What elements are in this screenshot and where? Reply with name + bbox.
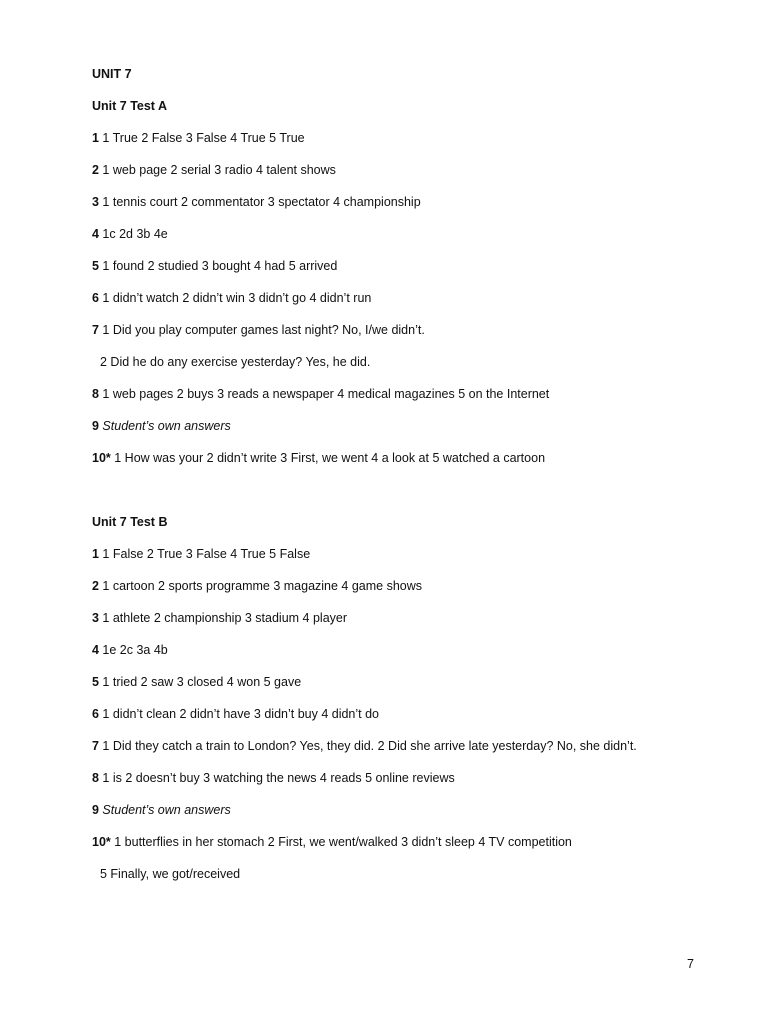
test-b-item-4 <box>92 642 168 658</box>
test-b-item-3 <box>92 610 347 626</box>
item-number: 9 <box>92 803 99 817</box>
item-number: 1 <box>92 547 99 561</box>
item-answers: 1 How was your 2 didn’t write 3 First, we went 4 a look at 5 watched a cartoon <box>110 451 546 465</box>
item-answers: 1 didn’t watch 2 didn’t win 3 didn’t go 4 didn’t run <box>98 291 372 305</box>
test-b-item-8 <box>92 770 455 786</box>
item-answers: Student’s own answers <box>98 803 231 817</box>
item-number: 10* <box>92 835 111 849</box>
test-a-item-6 <box>92 290 371 306</box>
test-b-item-10-continued: 5 Finally, we got/received <box>100 867 241 881</box>
item-answers: 1 web page 2 serial 3 radio 4 talent shows <box>98 163 336 177</box>
item-number: 3 <box>92 195 99 209</box>
test-b-item-1 <box>92 546 310 562</box>
item-number: 4 <box>92 227 99 241</box>
item-answers: 1 butterflies in her stomach 2 First, we went/walked 3 didn’t sleep 4 TV competition <box>110 835 572 849</box>
test-a-item-10 <box>92 450 545 466</box>
test-b-item-9 <box>92 802 231 818</box>
item-answers: 1 found 2 studied 3 bought 4 had 5 arrived <box>98 259 338 273</box>
item-answers: 1 Did you play computer games last night? No, I/we didn’t. <box>98 323 425 337</box>
item-number: 3 <box>92 611 99 625</box>
test-b-title: Unit 7 Test B <box>92 515 168 529</box>
test-b-item-2 <box>92 578 422 594</box>
item-answers: 1 didn’t clean 2 didn’t have 3 didn’t buy 4 didn’t do <box>98 707 380 721</box>
item-answers: 1 web pages 2 buys 3 reads a newspaper 4 medical magazines 5 on the Internet <box>98 387 550 401</box>
item-number: 1 <box>92 131 99 145</box>
test-a-item-5 <box>92 258 337 274</box>
item-number: 10* <box>92 451 111 465</box>
item-answers: 1 cartoon 2 sports programme 3 magazine 4 game shows <box>98 579 423 593</box>
item-number: 5 <box>92 675 99 689</box>
item-answers: 1 False 2 True 3 False 4 True 5 False <box>98 547 311 561</box>
item-number: 9 <box>92 419 99 433</box>
test-a-item-4 <box>92 226 168 242</box>
item-answers: 1 True 2 False 3 False 4 True 5 True <box>98 131 305 145</box>
test-b-item-6 <box>92 706 379 722</box>
item-number: 2 <box>92 579 99 593</box>
test-a-item-8 <box>92 386 549 402</box>
item-answers: 1 tried 2 saw 3 closed 4 won 5 gave <box>98 675 302 689</box>
item-answers: 1c 2d 3b 4e <box>98 227 168 241</box>
item-answers: 1 is 2 doesn’t buy 3 watching the news 4 reads 5 online reviews <box>98 771 455 785</box>
item-number: 8 <box>92 771 99 785</box>
item-number: 7 <box>92 739 99 753</box>
item-number: 8 <box>92 387 99 401</box>
test-a-item-1 <box>92 130 305 146</box>
item-number: 2 <box>92 163 99 177</box>
item-number: 4 <box>92 643 99 657</box>
item-number: 6 <box>92 707 99 721</box>
page-number: 7 <box>687 957 694 971</box>
item-answers: Student’s own answers <box>98 419 231 433</box>
test-b-item-10 <box>92 834 572 850</box>
test-b-item-5 <box>92 674 301 690</box>
item-answers: 1e 2c 3a 4b <box>98 643 168 657</box>
item-answers: 1 athlete 2 championship 3 stadium 4 player <box>98 611 348 625</box>
item-answers: 1 tennis court 2 commentator 3 spectator 4 championship <box>98 195 421 209</box>
test-a-item-7 <box>92 322 425 338</box>
unit-heading: UNIT 7 <box>92 67 132 81</box>
item-number: 6 <box>92 291 99 305</box>
test-a-item-7-continued: 2 Did he do any exercise yesterday? Yes, he did. <box>100 355 371 369</box>
test-a-item-3 <box>92 194 421 210</box>
item-number: 7 <box>92 323 99 337</box>
item-answers: 1 Did they catch a train to London? Yes, they did. 2 Did she arrive late yesterday? No, she didn’t. <box>98 739 637 753</box>
item-number: 5 <box>92 259 99 273</box>
test-a-item-2 <box>92 162 336 178</box>
test-b-item-7 <box>92 738 637 754</box>
test-a-item-9 <box>92 418 231 434</box>
test-a-title: Unit 7 Test A <box>92 99 168 113</box>
